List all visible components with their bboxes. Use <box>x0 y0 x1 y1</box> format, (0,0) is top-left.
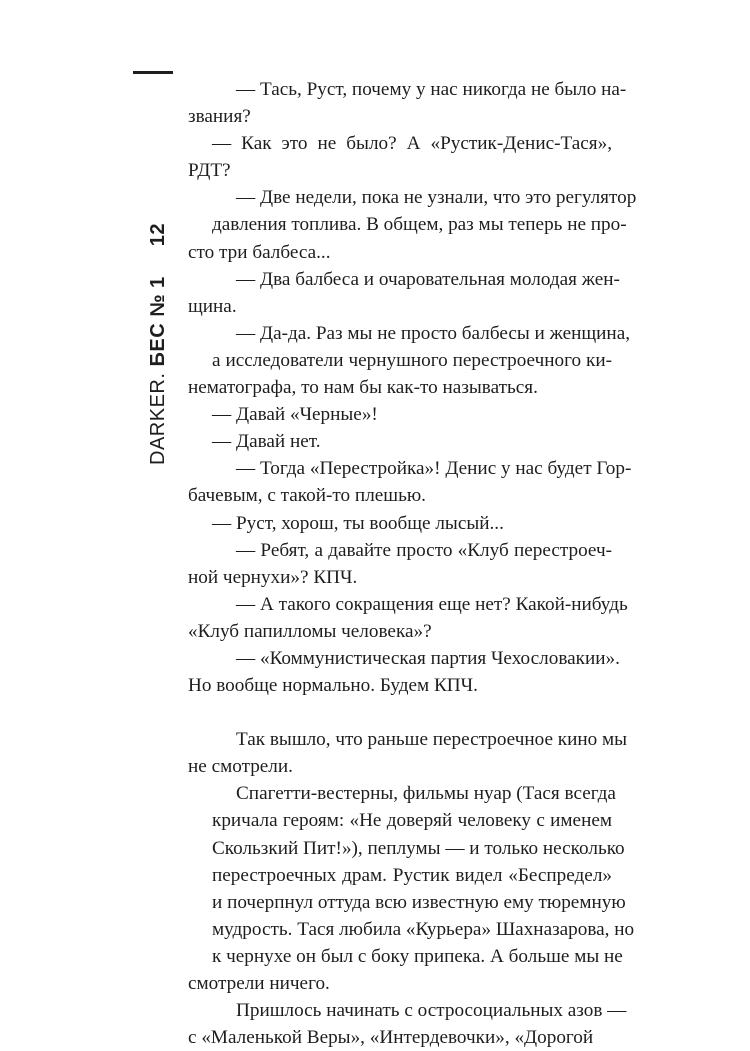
paragraph <box>188 130 612 184</box>
text-line: — Давай «Черные»! <box>212 404 378 426</box>
paragraph <box>188 510 612 537</box>
text-line: — Давай нет. <box>212 431 321 453</box>
text-line: — Два балбеса и очаровательная молодая жен- <box>236 268 620 290</box>
journal-name: DARKER. <box>147 372 169 465</box>
text-line: и почерпнул оттуда всю известную ему тюремную <box>212 891 626 913</box>
text-line: — Ребят, а давайте просто «Клуб перестроеч- <box>236 539 612 561</box>
paragraph <box>188 266 620 320</box>
paragraph <box>188 428 612 455</box>
paragraph <box>188 780 635 997</box>
text-line: — А такого сокращения еще нет? Какой-нибудь <box>236 593 628 615</box>
paragraph <box>188 76 627 130</box>
text-line: — Да-да. Раз мы не просто балбесы и женщина, <box>236 322 631 344</box>
text-line: — «Коммунистическая партия Чехословакии». <box>236 647 620 669</box>
header-rule <box>133 71 173 74</box>
text-line: сто три балбеса... <box>188 241 331 263</box>
text-line: бачевым, с такой-то плешью. <box>188 485 426 507</box>
text-line: к чернухе он был с боку припека. А больше мы не <box>212 945 623 967</box>
text-line: перестроечных драм. Рустик видел «Беспредел» <box>212 864 612 886</box>
text-line: кричала героям: «Не доверяй человеку с именем <box>212 810 612 832</box>
text-line: не смотрели. <box>188 756 293 778</box>
paragraph <box>188 320 631 401</box>
text-line: ной чернухи»? КПЧ. <box>188 566 358 588</box>
paragraph <box>188 726 628 780</box>
paragraph <box>188 591 628 645</box>
text-line: — Тогда «Перестройка»! Денис у нас будет Гор- <box>236 458 632 480</box>
text-line: нематографа, то нам бы как-то называться. <box>188 377 538 399</box>
text-line: — Руст, хорош, ты вообще лысый... <box>212 512 504 534</box>
text-line: «Клуб папилломы человека»? <box>188 620 432 642</box>
text-line: давления топлива. В общем, раз мы теперь не про- <box>212 214 627 236</box>
text-line: — Тась, Руст, почему у нас никогда не было на- <box>236 79 627 100</box>
body-text <box>188 76 637 1051</box>
text-line: щина. <box>188 295 237 317</box>
page-number: 12 <box>147 223 169 247</box>
paragraph <box>188 401 612 428</box>
issue-title: БЕС № 1 <box>147 276 169 367</box>
text-line: звания? <box>188 106 251 128</box>
text-line: с «Маленькой Веры», «Интердевочки», «Дорогой <box>188 1027 594 1049</box>
text-line: смотрели ничего. <box>188 973 330 994</box>
text-line: Так вышло, что раньше перестроечное кино мы <box>236 729 628 751</box>
text-line: Пришлось начинать с остросоциальных азов — <box>236 1000 627 1022</box>
paragraph <box>188 455 632 509</box>
text-line: — Как это не было? А «Рустик-Денис-Тася», РДТ? <box>188 133 612 182</box>
text-line: — Две недели, пока не узнали, что это регулятор <box>236 187 637 209</box>
paragraph <box>188 537 612 591</box>
text-line: мудрость. Тася любила «Курьера» Шахназарова, но <box>212 918 635 940</box>
paragraph <box>188 184 637 265</box>
text-line: Спагетти-вестерны, фильмы нуар (Тася всегда <box>236 783 616 805</box>
paragraph <box>188 997 627 1051</box>
running-head <box>148 223 168 465</box>
paragraph <box>188 645 620 699</box>
text-line: Скользкий Пит!»), пеплумы — и только несколько <box>212 837 625 859</box>
text-line: а исследователи чернушного перестроечного ки- <box>212 349 612 371</box>
text-line: Но вообще нормально. Будем КПЧ. <box>188 675 478 697</box>
